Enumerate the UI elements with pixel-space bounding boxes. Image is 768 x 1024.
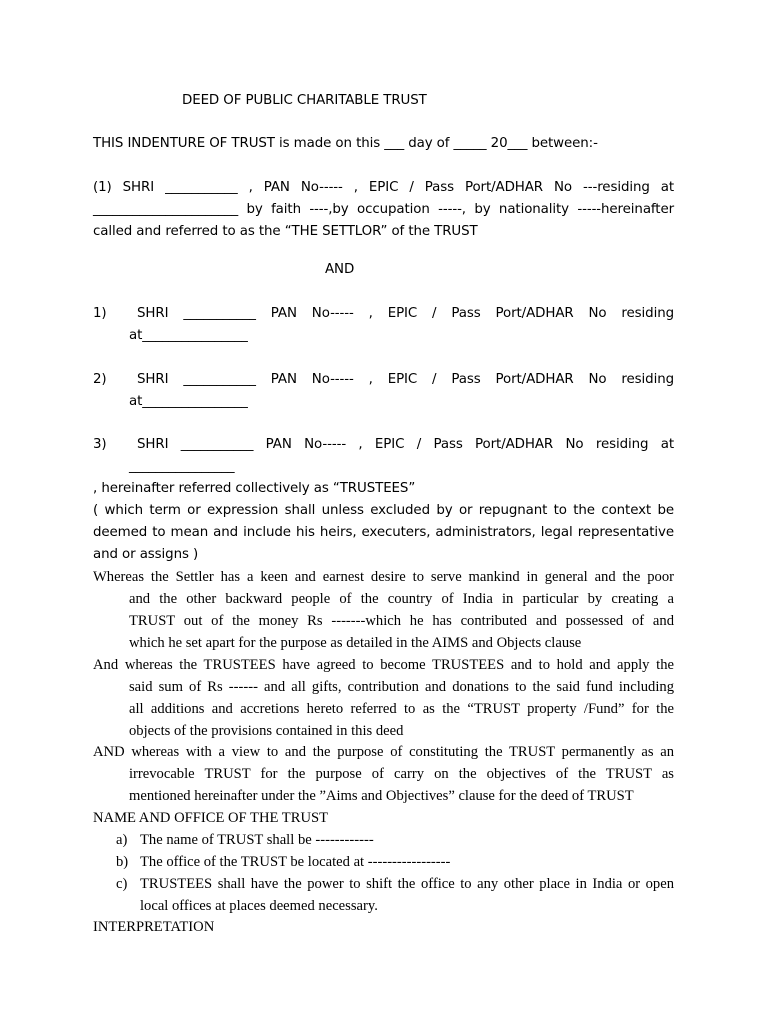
whereas-trustees-line-4: objects of the provisions contained in this deed: [129, 723, 404, 739]
trustee-line: SHRI ___________ PAN No----- , EPIC / Pass Port/ADHAR No residing at: [137, 437, 674, 452]
whereas-trustees-line-3: all additions and accretions hereto referred to as the “TRUST property /Fund” for the: [129, 701, 674, 717]
which-term-line-1: ( which term or expression shall unless excluded by or repugnant to the context be: [93, 503, 674, 518]
whereas-settler-line-3: TRUST out of the money Rs -------which he has contributed and possessed of and: [129, 613, 674, 629]
trustees-collective: [93, 478, 415, 500]
whereas-settler-line-1: Whereas the Settler has a keen and earnest desire to serve mankind in general and the poor: [93, 569, 674, 585]
and-separator: AND: [325, 262, 355, 277]
item-marker: b): [116, 854, 129, 870]
whereas-constituting-line-3: mentioned hereinafter under the ”Aims and Objectives” clause for the deed of TRUST: [129, 788, 634, 804]
trustee-residing: at________________: [129, 328, 248, 343]
trustee-number: 3): [93, 437, 107, 452]
collective-text: hereinafter referred collectively as “TRUSTEES”: [101, 481, 416, 496]
item-marker: a): [116, 832, 128, 848]
item-text: TRUSTEES shall have the power to shift the office to any other place in India or open: [140, 876, 674, 892]
item-text: The office of the TRUST be located at -----------------: [140, 854, 451, 870]
which-term-line-3: and or assigns ): [93, 547, 199, 562]
trustee-residing: ________________: [129, 459, 235, 474]
whereas-settler-line-2: and the other backward people of the country of India in particular by creating a: [129, 591, 674, 607]
trustee-line: SHRI ___________ PAN No----- , EPIC / Pass Port/ADHAR No residing: [137, 306, 674, 321]
settlor-line-2: ______________________ by faith ----,by occupation -----, by nationality -----hereinafter: [93, 202, 674, 217]
trustee-number: 2): [93, 372, 107, 387]
item-marker: c): [116, 876, 128, 892]
collective-prefix: ,: [93, 481, 102, 496]
which-term-line-2: deemed to mean and include his heirs, executers, administrators, legal representative: [93, 525, 674, 540]
item-text: The name of TRUST shall be ------------: [140, 832, 374, 848]
trustee-residing: at________________: [129, 394, 248, 409]
trustee-number: 1): [93, 306, 107, 321]
whereas-settler-line-4: which he set apart for the purpose as detailed in the AIMS and Objects clause: [129, 635, 582, 651]
name-office-heading: NAME AND OFFICE OF THE TRUST: [93, 810, 329, 826]
whereas-constituting-line-2: irrevocable TRUST for the purpose of carry on the objectives of the TRUST as: [129, 766, 674, 782]
settlor-line-1: (1) SHRI ___________ , PAN No----- , EPIC / Pass Port/ADHAR No ---residing at: [93, 180, 674, 195]
whereas-trustees-line-1: And whereas the TRUSTEES have agreed to become TRUSTEES and to hold and apply the: [93, 657, 674, 673]
trustee-line: SHRI ___________ PAN No----- , EPIC / Pass Port/ADHAR No residing: [137, 372, 674, 387]
settlor-line-3: called and referred to as the “THE SETTLOR” of the TRUST: [93, 224, 478, 239]
interpretation-heading: INTERPRETATION: [93, 919, 215, 935]
deed-title: DEED OF PUBLIC CHARITABLE TRUST: [182, 93, 427, 108]
whereas-constituting-line-1: AND whereas with a view to and the purpose of constituting the TRUST permanently as an: [93, 744, 674, 760]
item-text-continued: local offices at places deemed necessary.: [140, 898, 378, 914]
indenture-intro: THIS INDENTURE OF TRUST is made on this ___ day of _____ 20___ between:-: [93, 136, 598, 151]
whereas-trustees-line-2: said sum of Rs ------ and all gifts, contribution and donations to the said fund including: [129, 679, 674, 695]
